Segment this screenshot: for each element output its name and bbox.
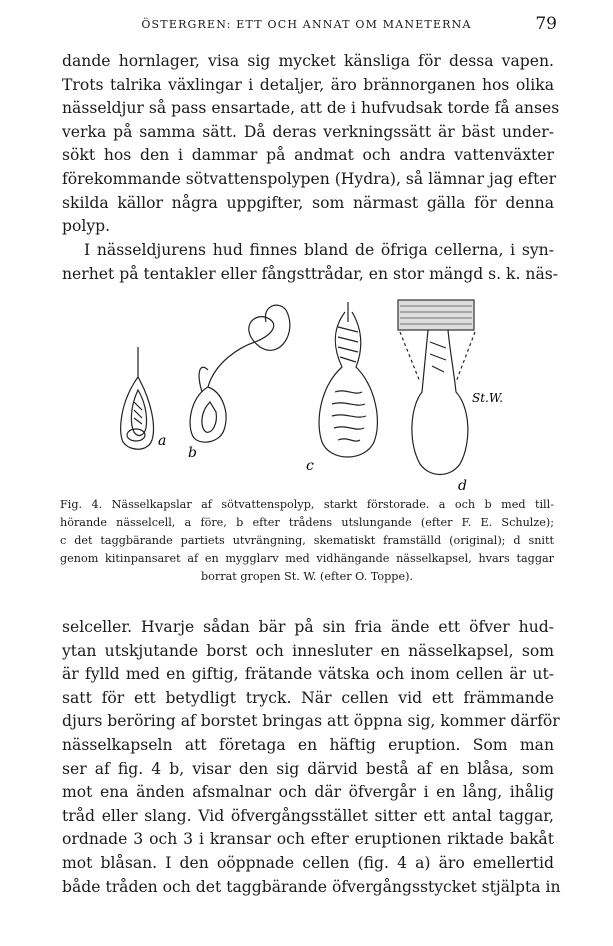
caption-line: borrat gropen St. W. (efter O. Toppe). <box>201 570 413 583</box>
text-line: mot ena änden afsmalnar och där öfvergår i en lång, ihålig <box>62 783 554 802</box>
figure-label-c: c <box>306 458 314 474</box>
text-line: tråd eller slang. Vid öfvergångsstället sitter ett antal taggar, <box>62 806 554 825</box>
figure-4-illustration <box>90 292 530 492</box>
capsule-d-drawing <box>398 300 475 475</box>
text-line: dande hornlager, visa sig mycket känsliga för dessa vapen. <box>62 52 554 70</box>
text-line: är fylld med en giftig, frätande vätska och inom cellen är ut- <box>62 665 554 684</box>
text-line: ser af fig. 4 b, visar den sig därvid bestå af en blåsa, som <box>62 759 554 778</box>
capsule-a-drawing <box>121 347 154 449</box>
text-line: Trots talrika växlingar i detaljer, äro brännorganen hos olika <box>62 75 554 94</box>
text-line: I nässeldjurens hud finnes bland de öfriga cellerna, i syn- <box>84 241 554 259</box>
capsule-b-drawing <box>190 305 290 442</box>
paragraph-1 <box>62 50 560 239</box>
page-header <box>0 14 613 40</box>
text-line: ytan utskjutande borst och innesluter en nässelkapsel, som <box>62 641 554 660</box>
text-line: skilda källor några uppgifter, som närmast gälla för denna <box>62 193 554 212</box>
capsule-c-drawing <box>319 302 377 457</box>
text-line: förekommande sötvattenspolypen (Hydra), så lämnar jag efter <box>62 169 557 188</box>
caption-line: genom kitinpansaret af en mygglarv med vidhängande nässelkapsel, hvars taggar <box>60 552 554 565</box>
text-line: nässeldjur så pass ensartade, att de i hufvudsak torde få anses <box>62 99 560 118</box>
text-line: polyp. <box>62 217 111 236</box>
text-line: mot blåsan. I den oöppnade cellen (fig. 4 a) äro emellertid <box>62 853 554 872</box>
text-line: både tråden och det taggbärande öfvergångsstycket stjälpta in <box>62 877 561 896</box>
text-line: nässelkapseln att företaga en häftig eruption. Som man <box>62 735 554 754</box>
figure-label-a: a <box>158 433 167 449</box>
text-line: djurs beröring af borstet bringas att öppna sig, kommer därför <box>62 712 560 731</box>
figure-label-d: d <box>458 478 467 492</box>
text-line: sökt hos den i dammar på andmat och andra vattenväxter <box>62 146 554 165</box>
running-head: ÖSTERGREN: ETT OCH ANNAT OM MANETERNA <box>141 18 472 31</box>
text-line: selceller. Hvarje sådan bär på sin fria ände ett öfver hud- <box>62 618 554 636</box>
caption-line: c det taggbärande partiets utvrängning, skematiskt framställd (original); d snitt <box>60 534 554 547</box>
figure-label-stw: St.W. <box>472 391 503 405</box>
caption-line: hörande nässelcell, a före, b efter trådens utslungande (efter F. E. Schulze); <box>60 516 554 529</box>
figure-drawing <box>90 292 530 492</box>
page-number: 79 <box>535 14 557 34</box>
figure-label-b: b <box>188 445 197 461</box>
figure-caption <box>60 496 554 586</box>
text-line: nerhet på tentakler eller fångsttrådar, en stor mängd s. k. näs- <box>62 264 559 283</box>
text-line: satt för ett betydligt tryck. När cellen vid ett främmande <box>62 688 554 707</box>
text-line: ordnade 3 och 3 i kransar och efter eruptionen riktade bakåt <box>62 830 554 849</box>
paragraph-2 <box>62 239 559 286</box>
text-line: verka på samma sätt. Då deras verkningssätt är bäst under- <box>62 122 554 141</box>
caption-line: Fig. 4. Nässelkapslar af sötvattenspolyp, starkt förstorade. a och b med till- <box>60 498 554 511</box>
paragraph-3 <box>62 616 561 899</box>
